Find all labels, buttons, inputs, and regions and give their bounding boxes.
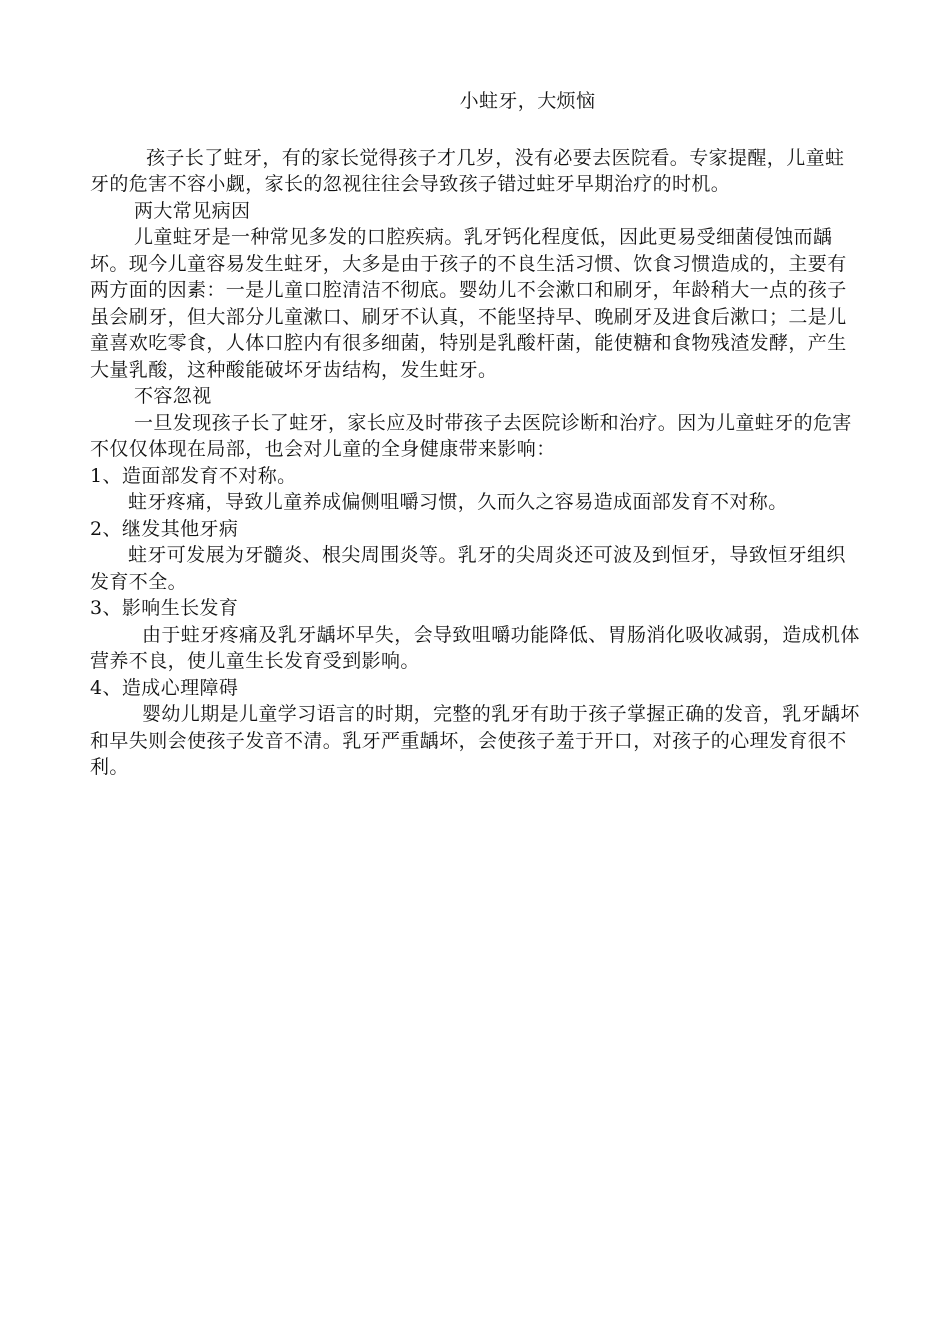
list-item-title-3: 3、影响生长发育 (90, 597, 239, 619)
document-title: 小蛀牙，大烦恼 (459, 90, 596, 112)
section-heading-causes: 两大常见病因 (134, 199, 251, 222)
document-body (90, 88, 860, 781)
list-item-title-2: 2、继发其他牙病 (90, 517, 239, 540)
list-item-title-1: 1、造面部发育不对称。 (90, 464, 297, 487)
list-item-body-1: 蛀牙疼痛，导致儿童养成偏侧咀嚼习惯，久而久之容易造成面部发育不对称。 (128, 491, 788, 513)
list-item-body-2: 蛀牙可发展为牙髓炎、根尖周围炎等。乳牙的尖周炎还可波及到恒牙，导致恒牙组织发育不全。 (90, 544, 846, 593)
intro-paragraph: 孩子长了蛀牙，有的家长觉得孩子才几岁，没有必要去医院看。专家提醒，儿童蛀牙的危害不容小觑，家长的忽视往往会导致孩子错过蛀牙早期治疗的时机。 (90, 146, 845, 195)
list-item-body-4: 婴幼儿期是儿童学习语言的时期，完整的乳牙有助于孩子掌握正确的发音，乳牙龋坏和早失则会使孩子发音不清。乳牙严重龋坏，会使孩子羞于开口，对孩子的心理发育很不利。 (90, 703, 860, 778)
list-item-title-4: 4、造成心理障碍 (90, 676, 239, 699)
section-heading-not-ignore: 不容忽视 (134, 385, 212, 407)
causes-paragraph: 儿童蛀牙是一种常见多发的口腔疾病。乳牙钙化程度低，因此更易受细菌侵蚀而龋坏。现今儿童容易发生蛀牙，大多是由于孩子的不良生活习惯、饮食习惯造成的，主要有两方面的因素：一是儿童口腔清洁不彻底。婴幼儿不会漱口和刷牙，年龄稍大一点的孩子虽会刷牙，但大部分儿童漱口、刷牙不认真，不能坚持早、晚刷牙及进食后漱口；二是儿童喜欢吃零食，人体口腔内有很多细菌，特别是乳酸杆菌，能使糖和食物残渣发酵，产生大量乳酸，这种酸能破坏牙齿结构，发生蛀牙。 (90, 226, 847, 381)
list-item-body-3: 由于蛀牙疼痛及乳牙龋坏早失，会导致咀嚼功能降低、胃肠消化吸收减弱，造成机体营养不良，使儿童生长发育受到影响。 (90, 623, 860, 672)
harm-intro-paragraph: 一旦发现孩子长了蛀牙，家长应及时带孩子去医院诊断和治疗。因为儿童蛀牙的危害不仅仅体现在局部，也会对儿童的全身健康带来影响： (90, 411, 852, 460)
